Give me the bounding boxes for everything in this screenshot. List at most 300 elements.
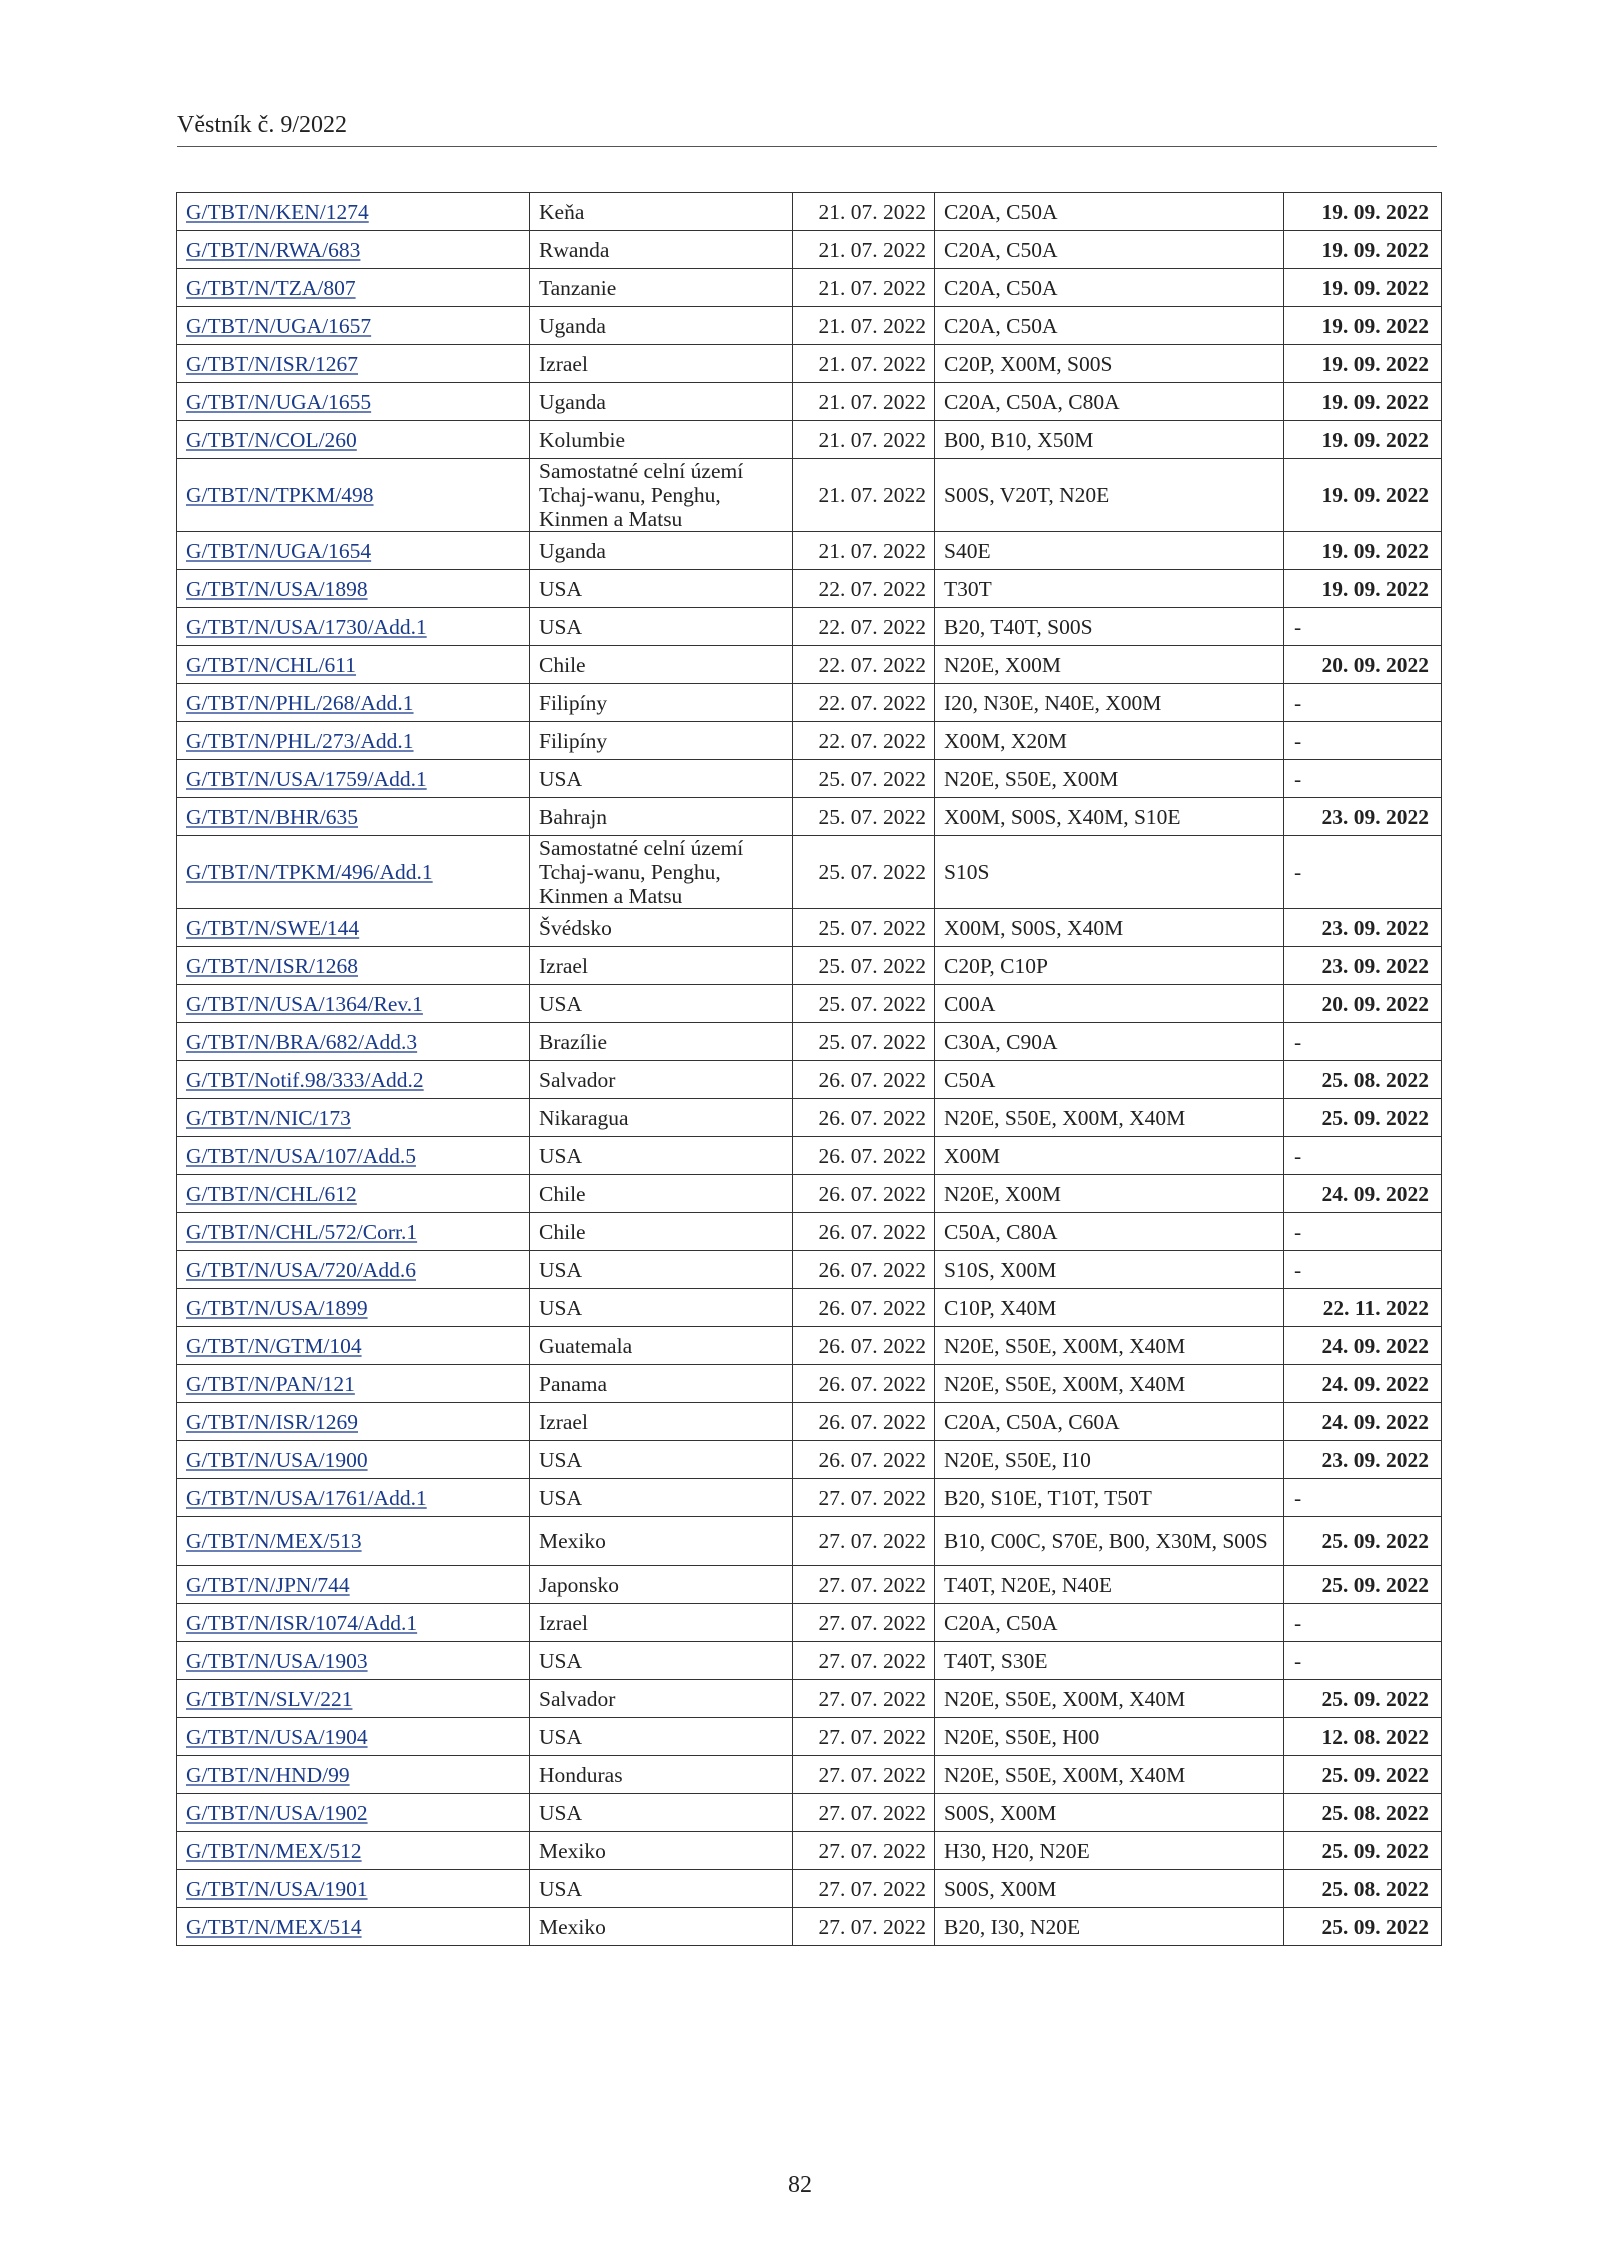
- codes-cell: C20A, C50A: [935, 307, 1284, 345]
- table-row: [177, 608, 1442, 646]
- deadline-cell: 25. 09. 2022: [1284, 1517, 1442, 1566]
- deadline-cell: 20. 09. 2022: [1284, 646, 1442, 684]
- notification-id-cell: [177, 532, 530, 570]
- table-row: [177, 1023, 1442, 1061]
- codes-cell: S00S, X00M: [935, 1794, 1284, 1832]
- notification-id-cell: [177, 684, 530, 722]
- country-cell: Mexiko: [530, 1908, 793, 1946]
- notification-id-cell: [177, 383, 530, 421]
- table-row: [177, 307, 1442, 345]
- notification-id-cell: [177, 1794, 530, 1832]
- country-cell: USA: [530, 1137, 793, 1175]
- codes-cell: B10, C00C, S70E, B00, X30M, S00S: [935, 1517, 1284, 1566]
- date-cell: 26. 07. 2022: [793, 1251, 935, 1289]
- notification-id-link[interactable]: G/TBT/Notif.98/333/Add.2: [186, 1067, 424, 1092]
- deadline-cell: -: [1284, 760, 1442, 798]
- notification-id-cell: [177, 459, 530, 532]
- country-cell: Izrael: [530, 345, 793, 383]
- deadline-cell: 25. 08. 2022: [1284, 1061, 1442, 1099]
- codes-cell: C50A, C80A: [935, 1213, 1284, 1251]
- deadline-cell: -: [1284, 1479, 1442, 1517]
- table-row: [177, 1061, 1442, 1099]
- date-cell: 27. 07. 2022: [793, 1756, 935, 1794]
- notification-id-cell: [177, 646, 530, 684]
- date-cell: 21. 07. 2022: [793, 193, 935, 231]
- deadline-cell: 24. 09. 2022: [1284, 1365, 1442, 1403]
- table-row: [177, 459, 1442, 532]
- table-row: [177, 1832, 1442, 1870]
- notification-id-link[interactable]: G/TBT/N/BHR/635: [186, 804, 359, 829]
- notification-id-cell: [177, 1023, 530, 1061]
- table-row: [177, 1479, 1442, 1517]
- table-row: [177, 1642, 1442, 1680]
- date-cell: 21. 07. 2022: [793, 532, 935, 570]
- deadline-cell: 24. 09. 2022: [1284, 1175, 1442, 1213]
- notification-id-cell: [177, 1137, 530, 1175]
- country-cell: Chile: [530, 1175, 793, 1213]
- notification-id-link[interactable]: G/TBT/N/USA/720/Add.6: [186, 1257, 416, 1282]
- notification-id-cell: [177, 193, 530, 231]
- date-cell: 26. 07. 2022: [793, 1289, 935, 1327]
- country-cell: Uganda: [530, 383, 793, 421]
- notification-id-link[interactable]: G/TBT/N/CHL/572/Corr.1: [186, 1219, 418, 1244]
- notification-id-cell: [177, 570, 530, 608]
- date-cell: 27. 07. 2022: [793, 1642, 935, 1680]
- table-row: [177, 570, 1442, 608]
- country-cell: Rwanda: [530, 231, 793, 269]
- date-cell: 21. 07. 2022: [793, 345, 935, 383]
- notification-id-cell: [177, 722, 530, 760]
- deadline-cell: -: [1284, 1251, 1442, 1289]
- notification-id-cell: [177, 1604, 530, 1642]
- table-row: [177, 1099, 1442, 1137]
- country-cell: Salvador: [530, 1061, 793, 1099]
- deadline-cell: -: [1284, 1137, 1442, 1175]
- date-cell: 26. 07. 2022: [793, 1403, 935, 1441]
- deadline-cell: 19. 09. 2022: [1284, 307, 1442, 345]
- date-cell: 21. 07. 2022: [793, 231, 935, 269]
- notification-id-cell: [177, 269, 530, 307]
- table-body: [177, 193, 1442, 1946]
- date-cell: 21. 07. 2022: [793, 421, 935, 459]
- table-row: [177, 1517, 1442, 1566]
- codes-cell: X00M, S00S, X40M, S10E: [935, 798, 1284, 836]
- date-cell: 25. 07. 2022: [793, 798, 935, 836]
- codes-cell: T40T, N20E, N40E: [935, 1566, 1284, 1604]
- notification-id-cell: [177, 798, 530, 836]
- notification-id-link[interactable]: G/TBT/N/GTM/104: [186, 1333, 362, 1358]
- country-cell: Uganda: [530, 532, 793, 570]
- deadline-cell: 19. 09. 2022: [1284, 532, 1442, 570]
- codes-cell: C00A: [935, 985, 1284, 1023]
- table-row: [177, 646, 1442, 684]
- notification-id-link[interactable]: G/TBT/N/PHL/268/Add.1: [186, 690, 414, 715]
- notification-id-link[interactable]: G/TBT/N/BRA/682/Add.3: [186, 1029, 418, 1054]
- page-number: 82: [788, 2172, 812, 2198]
- table-row: [177, 1365, 1442, 1403]
- date-cell: 26. 07. 2022: [793, 1061, 935, 1099]
- deadline-cell: 23. 09. 2022: [1284, 947, 1442, 985]
- notification-id-cell: [177, 836, 530, 909]
- codes-cell: C20P, X00M, S00S: [935, 345, 1284, 383]
- notification-id-cell: [177, 1251, 530, 1289]
- notification-id-cell: [177, 1213, 530, 1251]
- date-cell: 26. 07. 2022: [793, 1137, 935, 1175]
- country-cell: USA: [530, 985, 793, 1023]
- country-cell: Izrael: [530, 1604, 793, 1642]
- notification-id-link[interactable]: G/TBT/N/MEX/514: [186, 1914, 362, 1939]
- notification-id-cell: [177, 1756, 530, 1794]
- table-row: [177, 1213, 1442, 1251]
- date-cell: 27. 07. 2022: [793, 1604, 935, 1642]
- notification-id-link[interactable]: G/TBT/N/USA/1904: [186, 1724, 368, 1749]
- notification-id-link[interactable]: G/TBT/N/ISR/1268: [186, 953, 359, 978]
- country-cell: Mexiko: [530, 1832, 793, 1870]
- date-cell: 22. 07. 2022: [793, 722, 935, 760]
- codes-cell: S00S, X00M: [935, 1870, 1284, 1908]
- page-header: [177, 112, 1437, 147]
- deadline-cell: 24. 09. 2022: [1284, 1327, 1442, 1365]
- notification-id-link[interactable]: G/TBT/N/PAN/121: [186, 1371, 355, 1396]
- notification-id-link[interactable]: G/TBT/N/CHL/611: [186, 652, 357, 677]
- date-cell: 22. 07. 2022: [793, 646, 935, 684]
- notification-id-cell: [177, 909, 530, 947]
- country-cell: USA: [530, 1251, 793, 1289]
- codes-cell: S10S, X00M: [935, 1251, 1284, 1289]
- country-cell: USA: [530, 570, 793, 608]
- table-row: [177, 1441, 1442, 1479]
- deadline-cell: -: [1284, 684, 1442, 722]
- table-row: [177, 1756, 1442, 1794]
- notification-id-cell: [177, 1718, 530, 1756]
- deadline-cell: 22. 11. 2022: [1284, 1289, 1442, 1327]
- table-row: [177, 1137, 1442, 1175]
- codes-cell: C30A, C90A: [935, 1023, 1284, 1061]
- country-cell: USA: [530, 1794, 793, 1832]
- date-cell: 22. 07. 2022: [793, 570, 935, 608]
- table-row: [177, 383, 1442, 421]
- notification-id-link[interactable]: G/TBT/N/RWA/683: [186, 237, 361, 262]
- country-cell: Mexiko: [530, 1517, 793, 1566]
- notification-id-cell: [177, 231, 530, 269]
- deadline-cell: 25. 08. 2022: [1284, 1794, 1442, 1832]
- notification-id-link[interactable]: G/TBT/N/PHL/273/Add.1: [186, 728, 414, 753]
- deadline-cell: -: [1284, 1023, 1442, 1061]
- codes-cell: N20E, X00M: [935, 646, 1284, 684]
- deadline-cell: 12. 08. 2022: [1284, 1718, 1442, 1756]
- notification-id-cell: [177, 1642, 530, 1680]
- codes-cell: N20E, S50E, X00M, X40M: [935, 1099, 1284, 1137]
- table-row: [177, 947, 1442, 985]
- date-cell: 25. 07. 2022: [793, 985, 935, 1023]
- notification-id-link[interactable]: G/TBT/N/MEX/512: [186, 1838, 362, 1863]
- notification-id-cell: [177, 345, 530, 383]
- table-row: [177, 1327, 1442, 1365]
- deadline-cell: 23. 09. 2022: [1284, 909, 1442, 947]
- deadline-cell: -: [1284, 1604, 1442, 1642]
- table-row: [177, 836, 1442, 909]
- codes-cell: I20, N30E, N40E, X00M: [935, 684, 1284, 722]
- table-row: [177, 1794, 1442, 1832]
- notification-id-link[interactable]: G/TBT/N/ISR/1269: [186, 1409, 359, 1434]
- notification-id-link[interactable]: G/TBT/N/USA/1899: [186, 1295, 368, 1320]
- table-row: [177, 1403, 1442, 1441]
- table-row: [177, 1870, 1442, 1908]
- notification-id-link[interactable]: G/TBT/N/USA/1364/Rev.1: [186, 991, 423, 1016]
- country-cell: Izrael: [530, 1403, 793, 1441]
- notification-id-link[interactable]: G/TBT/N/USA/107/Add.5: [186, 1143, 416, 1168]
- notifications-table: [176, 192, 1438, 1946]
- table-row: [177, 798, 1442, 836]
- notification-id-cell: [177, 421, 530, 459]
- codes-cell: T30T: [935, 570, 1284, 608]
- codes-cell: N20E, X00M: [935, 1175, 1284, 1213]
- notification-id-cell: [177, 1908, 530, 1946]
- date-cell: 25. 07. 2022: [793, 909, 935, 947]
- table-row: [177, 1566, 1442, 1604]
- country-cell: Izrael: [530, 947, 793, 985]
- codes-cell: C20A, C50A: [935, 269, 1284, 307]
- table-row: [177, 193, 1442, 231]
- notification-id-link[interactable]: G/TBT/N/KEN/1274: [186, 199, 369, 224]
- notification-id-link[interactable]: G/TBT/N/UGA/1655: [186, 389, 372, 414]
- deadline-cell: 24. 09. 2022: [1284, 1403, 1442, 1441]
- country-cell: Kolumbie: [530, 421, 793, 459]
- notification-id-link[interactable]: G/TBT/N/USA/1901: [186, 1876, 368, 1901]
- table-row: [177, 1718, 1442, 1756]
- country-cell: USA: [530, 1642, 793, 1680]
- notification-id-cell: [177, 1099, 530, 1137]
- date-cell: 26. 07. 2022: [793, 1365, 935, 1403]
- notification-id-link[interactable]: G/TBT/N/USA/1903: [186, 1648, 368, 1673]
- country-cell: Keňa: [530, 193, 793, 231]
- deadline-cell: 25. 09. 2022: [1284, 1680, 1442, 1718]
- notification-id-cell: [177, 1365, 530, 1403]
- codes-cell: N20E, S50E, X00M, X40M: [935, 1327, 1284, 1365]
- table-row: [177, 1175, 1442, 1213]
- country-cell: Chile: [530, 1213, 793, 1251]
- country-cell: Honduras: [530, 1756, 793, 1794]
- codes-cell: N20E, S50E, X00M, X40M: [935, 1365, 1284, 1403]
- notification-id-cell: [177, 1327, 530, 1365]
- notification-id-link[interactable]: G/TBT/N/USA/1730/Add.1: [186, 614, 427, 639]
- date-cell: 21. 07. 2022: [793, 459, 935, 532]
- table-row: [177, 532, 1442, 570]
- date-cell: 27. 07. 2022: [793, 1832, 935, 1870]
- page-header-title: Věstník č. 9/2022: [177, 112, 347, 138]
- date-cell: 25. 07. 2022: [793, 836, 935, 909]
- table-row: [177, 269, 1442, 307]
- date-cell: 21. 07. 2022: [793, 269, 935, 307]
- codes-cell: C20A, C50A: [935, 193, 1284, 231]
- deadline-cell: 25. 09. 2022: [1284, 1908, 1442, 1946]
- notification-id-cell: [177, 608, 530, 646]
- deadline-cell: 25. 09. 2022: [1284, 1099, 1442, 1137]
- table-row: [177, 985, 1442, 1023]
- date-cell: 26. 07. 2022: [793, 1213, 935, 1251]
- deadline-cell: 23. 09. 2022: [1284, 798, 1442, 836]
- country-cell: Samostatné celní území Tchaj-wanu, Penghu, Kinmen a Matsu: [530, 836, 793, 909]
- country-cell: Uganda: [530, 307, 793, 345]
- deadline-cell: 19. 09. 2022: [1284, 193, 1442, 231]
- date-cell: 27. 07. 2022: [793, 1479, 935, 1517]
- codes-cell: C20A, C50A: [935, 1604, 1284, 1642]
- notification-id-link[interactable]: G/TBT/N/TZA/807: [186, 275, 356, 300]
- deadline-cell: 25. 09. 2022: [1284, 1566, 1442, 1604]
- codes-cell: C50A: [935, 1061, 1284, 1099]
- notification-id-cell: [177, 1289, 530, 1327]
- country-cell: Salvador: [530, 1680, 793, 1718]
- deadline-cell: 25. 09. 2022: [1284, 1832, 1442, 1870]
- notification-id-cell: [177, 760, 530, 798]
- country-cell: Chile: [530, 646, 793, 684]
- country-cell: USA: [530, 1718, 793, 1756]
- deadline-cell: 19. 09. 2022: [1284, 269, 1442, 307]
- codes-cell: S00S, V20T, N20E: [935, 459, 1284, 532]
- table-row: [177, 1604, 1442, 1642]
- notification-id-link[interactable]: G/TBT/N/HND/99: [186, 1762, 350, 1787]
- codes-cell: C20A, C50A: [935, 231, 1284, 269]
- deadline-cell: -: [1284, 722, 1442, 760]
- codes-cell: B20, T40T, S00S: [935, 608, 1284, 646]
- notification-id-cell: [177, 947, 530, 985]
- country-cell: USA: [530, 1289, 793, 1327]
- date-cell: 27. 07. 2022: [793, 1517, 935, 1566]
- deadline-cell: -: [1284, 836, 1442, 909]
- date-cell: 21. 07. 2022: [793, 383, 935, 421]
- country-cell: Panama: [530, 1365, 793, 1403]
- deadline-cell: 20. 09. 2022: [1284, 985, 1442, 1023]
- table-row: [177, 1251, 1442, 1289]
- table-row: [177, 684, 1442, 722]
- codes-cell: N20E, S50E, I10: [935, 1441, 1284, 1479]
- deadline-cell: 25. 08. 2022: [1284, 1870, 1442, 1908]
- notification-id-cell: [177, 1479, 530, 1517]
- codes-cell: C20A, C50A, C60A: [935, 1403, 1284, 1441]
- codes-cell: X00M: [935, 1137, 1284, 1175]
- country-cell: USA: [530, 1870, 793, 1908]
- notification-id-link[interactable]: G/TBT/N/USA/1761/Add.1: [186, 1485, 427, 1510]
- codes-cell: N20E, S50E, X00M, X40M: [935, 1756, 1284, 1794]
- country-cell: Filipíny: [530, 722, 793, 760]
- notification-id-link[interactable]: G/TBT/N/UGA/1657: [186, 313, 372, 338]
- notification-id-link[interactable]: G/TBT/N/ISR/1267: [186, 351, 359, 376]
- codes-cell: C10P, X40M: [935, 1289, 1284, 1327]
- notification-id-link[interactable]: G/TBT/N/MEX/513: [186, 1529, 362, 1553]
- deadline-cell: 19. 09. 2022: [1284, 570, 1442, 608]
- notification-id-cell: [177, 1061, 530, 1099]
- notification-id-link[interactable]: G/TBT/N/JPN/744: [186, 1572, 350, 1597]
- notification-id-link[interactable]: G/TBT/N/USA/1898: [186, 576, 368, 601]
- table-row: [177, 1289, 1442, 1327]
- date-cell: 26. 07. 2022: [793, 1175, 935, 1213]
- codes-cell: N20E, S50E, X00M, X40M: [935, 1680, 1284, 1718]
- codes-cell: C20P, C10P: [935, 947, 1284, 985]
- codes-cell: N20E, S50E, H00: [935, 1718, 1284, 1756]
- date-cell: 27. 07. 2022: [793, 1794, 935, 1832]
- date-cell: 26. 07. 2022: [793, 1327, 935, 1365]
- deadline-cell: -: [1284, 1213, 1442, 1251]
- codes-cell: C20A, C50A, C80A: [935, 383, 1284, 421]
- country-cell: Tanzanie: [530, 269, 793, 307]
- codes-cell: T40T, S30E: [935, 1642, 1284, 1680]
- table-row: [177, 421, 1442, 459]
- date-cell: 27. 07. 2022: [793, 1908, 935, 1946]
- codes-cell: S40E: [935, 532, 1284, 570]
- table-row: [177, 345, 1442, 383]
- date-cell: 26. 07. 2022: [793, 1441, 935, 1479]
- date-cell: 25. 07. 2022: [793, 760, 935, 798]
- codes-cell: B00, B10, X50M: [935, 421, 1284, 459]
- date-cell: 27. 07. 2022: [793, 1718, 935, 1756]
- country-cell: USA: [530, 1441, 793, 1479]
- deadline-cell: 25. 09. 2022: [1284, 1756, 1442, 1794]
- country-cell: USA: [530, 1479, 793, 1517]
- country-cell: Guatemala: [530, 1327, 793, 1365]
- date-cell: 27. 07. 2022: [793, 1566, 935, 1604]
- notification-id-link[interactable]: G/TBT/N/SLV/221: [186, 1686, 353, 1711]
- country-cell: USA: [530, 760, 793, 798]
- country-cell: Brazílie: [530, 1023, 793, 1061]
- date-cell: 26. 07. 2022: [793, 1099, 935, 1137]
- notification-id-cell: [177, 1441, 530, 1479]
- table-row: [177, 1680, 1442, 1718]
- country-cell: Filipíny: [530, 684, 793, 722]
- deadline-cell: -: [1284, 1642, 1442, 1680]
- notification-id-link[interactable]: G/TBT/N/USA/1902: [186, 1800, 368, 1825]
- date-cell: 21. 07. 2022: [793, 307, 935, 345]
- country-cell: Švédsko: [530, 909, 793, 947]
- notification-id-link[interactable]: G/TBT/N/TPKM/496/Add.1: [186, 860, 433, 884]
- notification-id-cell: [177, 1832, 530, 1870]
- table-row: [177, 722, 1442, 760]
- notification-id-cell: [177, 1566, 530, 1604]
- notification-id-link[interactable]: G/TBT/N/CHL/612: [186, 1181, 357, 1206]
- notification-id-link[interactable]: G/TBT/N/TPKM/498: [186, 483, 374, 507]
- notification-id-cell: [177, 1403, 530, 1441]
- deadline-cell: 23. 09. 2022: [1284, 1441, 1442, 1479]
- notification-id-cell: [177, 985, 530, 1023]
- table-row: [177, 909, 1442, 947]
- notification-id-link[interactable]: G/TBT/N/USA/1900: [186, 1447, 368, 1472]
- deadline-cell: 19. 09. 2022: [1284, 383, 1442, 421]
- notification-id-cell: [177, 307, 530, 345]
- deadline-cell: 19. 09. 2022: [1284, 421, 1442, 459]
- notification-id-link[interactable]: G/TBT/N/UGA/1654: [186, 538, 372, 563]
- country-cell: USA: [530, 608, 793, 646]
- date-cell: 27. 07. 2022: [793, 1870, 935, 1908]
- date-cell: 25. 07. 2022: [793, 947, 935, 985]
- codes-cell: X00M, S00S, X40M: [935, 909, 1284, 947]
- country-cell: Japonsko: [530, 1566, 793, 1604]
- codes-cell: S10S: [935, 836, 1284, 909]
- notification-id-link[interactable]: G/TBT/N/USA/1759/Add.1: [186, 766, 427, 791]
- country-cell: Samostatné celní území Tchaj-wanu, Penghu, Kinmen a Matsu: [530, 459, 793, 532]
- table-row: [177, 760, 1442, 798]
- notification-id-link[interactable]: G/TBT/N/ISR/1074/Add.1: [186, 1610, 418, 1635]
- country-cell: Nikaragua: [530, 1099, 793, 1137]
- codes-cell: H30, H20, N20E: [935, 1832, 1284, 1870]
- notification-id-link[interactable]: G/TBT/N/NIC/173: [186, 1105, 351, 1130]
- table-row: [177, 1908, 1442, 1946]
- deadline-cell: 19. 09. 2022: [1284, 459, 1442, 532]
- notification-id-link[interactable]: G/TBT/N/SWE/144: [186, 915, 360, 940]
- codes-cell: B20, S10E, T10T, T50T: [935, 1479, 1284, 1517]
- codes-cell: N20E, S50E, X00M: [935, 760, 1284, 798]
- notification-id-cell: [177, 1870, 530, 1908]
- notification-id-link[interactable]: G/TBT/N/COL/260: [186, 427, 357, 452]
- date-cell: 27. 07. 2022: [793, 1680, 935, 1718]
